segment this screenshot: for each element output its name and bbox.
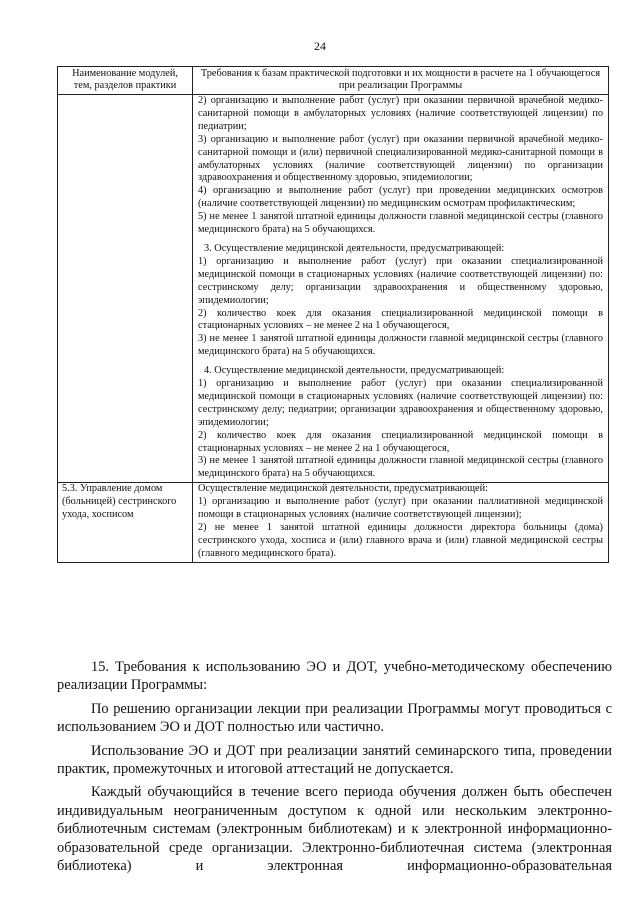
requirement-item: 1) организацию и выполнение работ (услуг) при оказании паллиативной медицинской помощи в стационарных условиях (наличие соответствующей лицензии); <box>198 496 603 521</box>
requirement-item: 2) количество коек для оказания специализированной медицинской помощи в стационарных условиях – не менее 2 на 1 обучающегося, <box>198 429 603 454</box>
table-row <box>58 95 609 483</box>
requirement-item: 3) не менее 1 занятой штатной единицы должности главной медицинской сестры (главного медицинского брата) на 5 обучающихся. <box>198 333 603 358</box>
requirement-block <box>198 365 603 481</box>
requirement-item: 4) организацию и выполнение работ (услуг) при проведении медицинских осмотров (наличие соответствующей лицензии) по медицинским осмотрам профилактическим; <box>198 185 603 210</box>
body-text <box>57 658 612 880</box>
requirement-block <box>198 243 603 359</box>
table-header-row <box>58 67 609 95</box>
table-row <box>58 483 609 562</box>
header-modules: Наименование модулей, тем, разделов практики <box>58 67 193 95</box>
requirements-table <box>57 66 609 563</box>
requirement-block <box>198 483 603 560</box>
header-requirements: Требования к базам практической подготовки и их мощности в расчете на 1 обучающегося при реализации Программы <box>193 67 609 95</box>
body-paragraph: Каждый обучающийся в течение всего периода обучения должен быть обеспечен индивидуальным неограниченным доступом к одной или нескольким электронно-библиотечным системам (электронным библиотекам) и к электронной информационно-образовательной среде организации. Электронно-библиотечная система (электронная библиотека) и электронная информационно-образовательная <box>57 784 612 875</box>
requirement-item: 1) организацию и выполнение работ (услуг) при оказании специализированной медицинской помощи в стационарных условиях (наличие соответствующей лицензии) по: сестринскому делу; организации здравоохранения и общественному здоровью, эпидемиологии; <box>198 255 603 306</box>
row-requirements <box>193 483 609 562</box>
requirement-block-title: 3. Осуществление медицинской деятельности, предусматривающей: <box>204 242 505 254</box>
requirement-item: 1) организацию и выполнение работ (услуг) при оказании специализированной медицинской помощи в стационарных условиях (наличие соответствующей лицензии) по: сестринскому делу; педиатрии; организации здравоохранения и общественному здоровью, эпидемиологии; <box>198 378 603 428</box>
requirement-block-title: 4. Осуществление медицинской деятельности, предусматривающей: <box>204 365 505 377</box>
page-number: 24 <box>314 39 326 53</box>
row-requirements <box>193 95 609 483</box>
section-heading-paragraph: 15. Требования к использованию ЭО и ДОТ, учебно-методическому обеспечению реализации Программы: <box>57 659 612 694</box>
body-paragraph: Использование ЭО и ДОТ при реализации занятий семинарского типа, проведении практик, промежуточных и итоговой аттестаций не допускается. <box>57 742 612 778</box>
requirement-item: 3) не менее 1 занятой штатной единицы должности главной медицинской сестры (главного медицинского брата) на 5 обучающихся. <box>198 455 603 480</box>
requirement-block-title: Осуществление медицинской деятельности, предусматривающей: <box>198 483 488 495</box>
requirement-block <box>198 95 603 237</box>
requirement-item: 2) организацию и выполнение работ (услуг) при оказании первичной врачебной медико-санитарной помощи в амбулаторных условиях (наличие соответствующей лицензии) по педиатрии; <box>198 95 603 132</box>
requirement-item: 2) не менее 1 занятой штатной единицы должности директора больницы (дома) сестринского ухода, хосписа и (или) главного врача и (или) главной медицинской сестры (главного медицинского брата). <box>198 522 603 559</box>
requirement-item: 3) организацию и выполнение работ (услуг) при оказании первичной врачебной медико-санитарной помощи и (или) первичной специализированной медико-санитарной помощи в амбулаторных условиях (наличие соответствующей лицензии) по организации здравоохранения и общественному здоровью, эпидемиологии; <box>198 133 603 184</box>
row-module-name <box>58 95 193 483</box>
requirement-item: 2) количество коек для оказания специализированной медицинской помощи в стационарных условиях – не менее 2 на 1 обучающегося, <box>198 307 603 332</box>
requirement-item: 5) не менее 1 занятой штатной единицы должности главной медицинской сестры (главного медицинского брата) на 5 обучающихся. <box>198 211 603 236</box>
row-module-name: 5.3. Управление домом (больницей) сестринского ухода, хосписом <box>58 483 193 562</box>
body-paragraph: По решению организации лекции при реализации Программы могут проводиться с использованием ЭО и ДОТ полностью или частично. <box>57 700 612 736</box>
